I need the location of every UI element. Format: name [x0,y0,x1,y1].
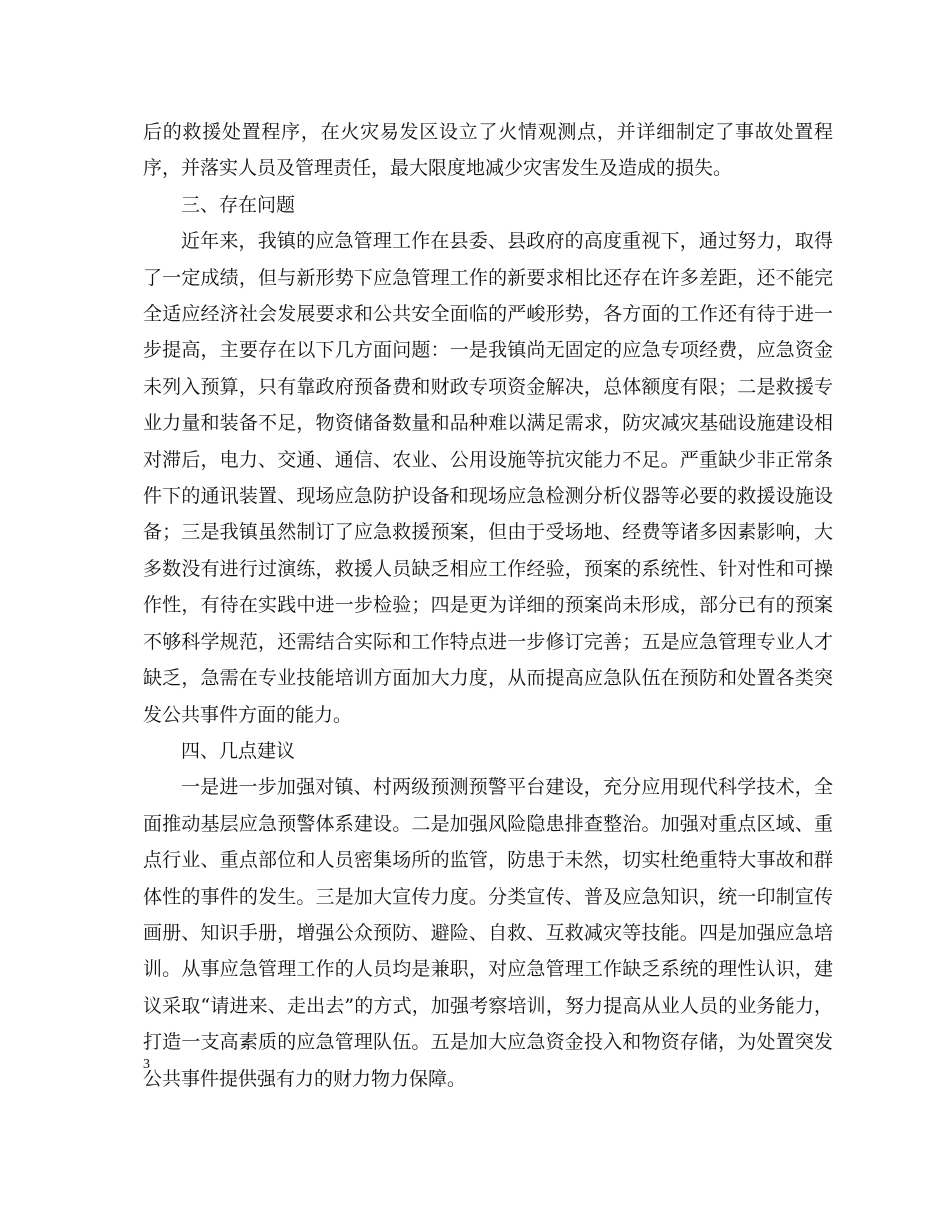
paragraph-problems: 近年来，我镇的应急管理工作在县委、县政府的高度重视下，通过努力，取得了一定成绩，但与新形势下应急管理工作的新要求相比还存在许多差距，还不能完全适应经济社会发展要求和公共安全面临的严峻形势，各方面的工作还有待于进一步提高，主要存在以下几方面问题：一是我镇尚无固定的应急专项经费，应急资金未列入预算，只有靠政府预备费和财政专项资金解决，总体额度有限；二是救援专业力量和装备不足，物资储备数量和品种难以满足需求，防灾减灾基础设施建设相对滞后，电力、交通、通信、农业、公用设施等抗灾能力不足。严重缺少非正常条件下的通讯装置、现场应急防护设备和现场应急检测分析仪器等必要的救援设施设备；三是我镇虽然制订了应急救援预案，但由于受场地、经费等诸多因素影响，大多数没有进行过演练，救援人员缺乏相应工作经验，预案的系统性、针对性和可操作性，有待在实践中进一步检验；四是更为详细的预案尚未形成，部分已有的预案不够科学规范，还需结合实际和工作特点进一步修订完善；五是应急管理专业人才缺乏，急需在专业技能培训方面加大力度，从而提高应急队伍在预防和处置各类突发公共事件方面的能力。 [143,230,833,726]
page-number: 3 [143,1057,150,1072]
document-body [143,114,833,1097]
paragraph-suggestions: 一是进一步加强对镇、村两级预测预警平台建设，充分应用现代科学技术，全面推动基层应急预警体系建设。二是加强风险隐患排查整治。加强对重点区域、重点行业、重点部位和人员密集场所的监管，防患于未然，切实杜绝重特大事故和群体性的事件的发生。三是加大宣传力度。分类宣传、普及应急知识，统一印制宣传画册、知识手册，增强公众预防、避险、自救、互救减灾等技能。四是加强应急培训。从事应急管理工作的人员均是兼职，对应急管理工作缺乏系统的理性认识，建议采取“请进来、走出去”的方式，加强考察培训，努力提高从业人员的业务能力，打造一支高素质的应急管理队伍。五是加大应急资金投入和物资存储，为处置突发公共事件提供强有力的财力物力保障。 [143,776,833,1090]
section-heading-problems: 三、存在问题 [181,193,296,216]
section-heading-suggestions: 四、几点建议 [181,739,296,762]
paragraph-continuation: 后的救援处置程序，在火灾易发区设立了火情观测点，并详细制定了事故处置程序，并落实人员及管理责任，最大限度地减少灾害发生及造成的损失。 [143,121,833,180]
